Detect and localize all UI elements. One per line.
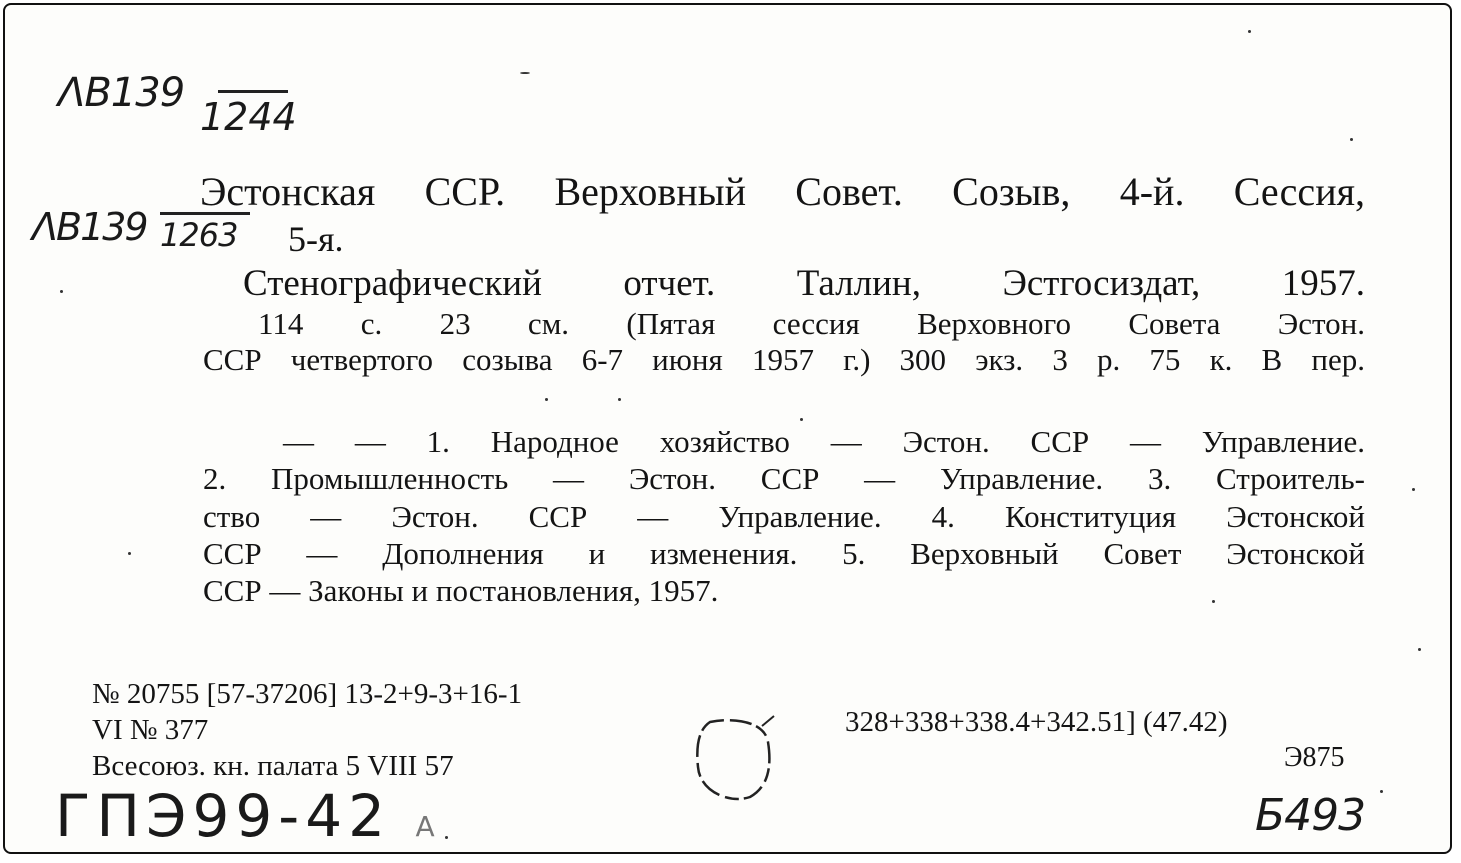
shelfmark-1-right: 1244	[200, 95, 297, 139]
subject-line-3	[203, 499, 1365, 535]
bottom-left-suffix: А	[415, 810, 435, 843]
speck	[545, 398, 548, 401]
heading-line-2	[288, 218, 344, 260]
book-chamber-text: Всесоюз. кн. палата 5 VIII 57	[92, 750, 454, 782]
subject-line-1	[283, 424, 1365, 460]
handwritten-bottom-right	[1255, 790, 1365, 841]
speck	[520, 72, 530, 74]
subject-line-5	[203, 573, 718, 609]
heading-text-2: 5-я.	[288, 219, 344, 259]
physical-line-2	[203, 342, 1365, 378]
speck	[1350, 138, 1353, 141]
physical-line-1-text: 114 с. 23 см. (Пятая сессия Верховного Совета Эстон.	[258, 306, 1365, 341]
heading-line-1	[200, 168, 1365, 215]
handwritten-bottom-left	[55, 782, 435, 850]
author-mark-text: Э875	[1284, 742, 1345, 773]
subject-line-5-text: ССР — Законы и постановления, 1957.	[203, 573, 719, 608]
punch-hole-icon	[690, 712, 780, 807]
bottom-left-mark: ГПЭ99-42	[55, 782, 392, 850]
subject-line-2-text: 2. Промышленность — Эстон. ССР — Управление. 3. Строитель-	[203, 461, 1365, 496]
subject-line-1-text: — — 1. Народное хозяйство — Эстон. ССР — Управление.	[283, 424, 1365, 459]
series-number	[92, 714, 208, 747]
title-line-text: Стенографический отчет. Таллин, Эстгосиздат, 1957.	[243, 263, 1365, 304]
speck	[1412, 488, 1415, 491]
classification-index	[845, 706, 1228, 739]
book-chamber	[92, 750, 454, 783]
shelfmark-1-left: ΛΒ139	[58, 70, 185, 116]
physical-line-1	[258, 306, 1365, 342]
title-line	[243, 262, 1365, 305]
speck	[1380, 790, 1383, 793]
record-number-text: № 20755 [57-37206] 13-2+9-3+16-1	[92, 678, 523, 710]
speck	[1418, 648, 1421, 651]
speck	[618, 398, 621, 401]
heading-text-1: Эстонская ССР. Верховный Совет. Созыв, 4-й. Сессия,	[200, 169, 1365, 214]
record-number	[92, 678, 522, 711]
subject-line-3-text: ство — Эстон. ССР — Управление. 4. Конституция Эстонской	[203, 499, 1365, 534]
series-number-text: VI № 377	[92, 714, 209, 746]
speck	[60, 290, 63, 293]
speck	[1248, 30, 1251, 33]
handwritten-shelfmark-1	[58, 70, 184, 116]
handwritten-shelfmark-2-fraction	[160, 212, 250, 254]
shelfmark-2-right: 1263	[160, 216, 238, 254]
author-mark	[1284, 742, 1344, 774]
subject-line-4	[203, 536, 1365, 572]
shelfmark-2-left: ΛΒ139	[32, 205, 147, 249]
classification-text: 328+338+338.4+342.51] (47.42)	[845, 706, 1228, 738]
speck	[445, 836, 448, 839]
bottom-right-mark: Б493	[1255, 790, 1366, 841]
physical-line-2-text: ССР четвертого созыва 6-7 июня 1957 г.) 300 экз. 3 р. 75 к. В пер.	[203, 342, 1365, 377]
subject-line-2	[203, 461, 1365, 497]
handwritten-shelfmark-1-fraction	[200, 90, 297, 139]
subject-line-4-text: ССР — Дополнения и изменения. 5. Верховный Совет Эстонской	[203, 536, 1365, 571]
speck	[1212, 600, 1215, 603]
speck	[128, 552, 131, 555]
handwritten-shelfmark-2	[32, 205, 147, 249]
speck	[800, 418, 803, 421]
